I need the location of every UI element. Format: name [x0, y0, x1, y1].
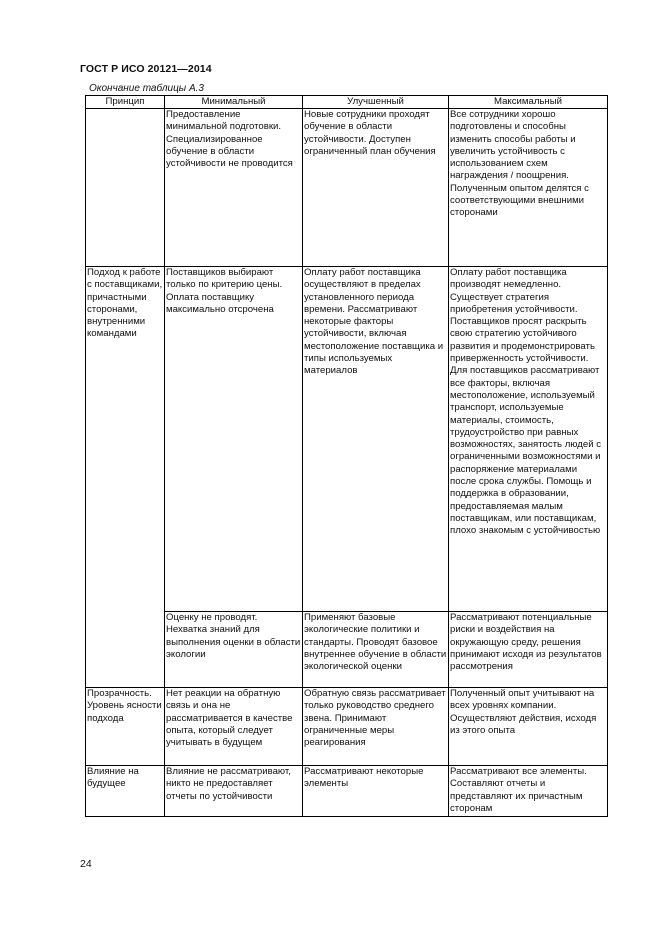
cell-minimal: Предоставление минимальной подготовки. Специализированное обучение в области устойчивости не проводится [165, 109, 303, 267]
table-row [86, 267, 608, 612]
cell-maximal: Все сотрудники хорошо подготовлены и способны изменить способы работы и увеличить устойчивость с использованием схем награждения / поощрения. Полученным опытом делятся с соответствующими внешними сторонами [449, 109, 608, 267]
column-header-maximal: Максимальный [449, 96, 608, 109]
maturity-table [85, 95, 608, 817]
table-row [86, 766, 608, 817]
cell-maximal: Оплату работ поставщика производят немедленно. Существует стратегия приобретения устойчивости. Поставщиков просят раскрыть свою стратегию устойчивого развития и продемонстрировать приверженность устойчивости. Для поставщиков рассматривают все факторы, включая местоположение, используемый транспорт, используемые материалы, стоимость, трудоустройство при равных возможностях, занятость людей с ограниченными возможностями и распоряжение материалами после срока службы. Помощь и поддержка в образовании, предоставляемая малым поставщикам, или поставщикам, плохо знакомым с устойчивостью [449, 267, 608, 612]
cell-principle [86, 612, 165, 688]
cell-minimal: Оценку не проводят. Нехватка знаний для выполнения оценки в области экологии [165, 612, 303, 688]
column-header-principle: Принцип [86, 96, 165, 109]
cell-minimal: Влияние не рассматривают, никто не предоставляет отчеты по устойчивости [165, 766, 303, 817]
cell-minimal: Поставщиков выбирают только по критерию цены. Оплата поставщику максимально отсрочена [165, 267, 303, 612]
cell-improved: Оплату работ поставщика осуществляют в пределах установленного периода времени. Рассматривают некоторые факторы устойчивости, включая местоположение поставщика и типы используемых материалов [303, 267, 449, 612]
cell-improved: Применяют базовые экологические политики и стандарты. Проводят базовое внутреннее обучение в области экологической оценки [303, 612, 449, 688]
cell-improved: Обратную связь рассматривает только руководство среднего звена. Принимают ограниченные меры реагирования [303, 688, 449, 766]
document-header: ГОСТ Р ИСО 20121—2014 [80, 63, 212, 75]
cell-principle: Прозрачность. Уровень ясности подхода [86, 688, 165, 766]
cell-principle [86, 109, 165, 267]
page-number: 24 [80, 858, 92, 870]
table-row [86, 688, 608, 766]
cell-improved: Новые сотрудники проходят обучение в области устойчивости. Доступен ограниченный план обучения [303, 109, 449, 267]
cell-principle: Влияние на будущее [86, 766, 165, 817]
table-header-row [86, 96, 608, 109]
cell-minimal: Нет реакции на обратную связь и она не рассматривается в качестве опыта, который следует учитывать в будущем [165, 688, 303, 766]
cell-maximal: Рассматривают потенциальные риски и воздействия на окружающую среду, решения принимают исходя из результатов рассмотрения [449, 612, 608, 688]
table-row [86, 109, 608, 267]
table-row [86, 612, 608, 688]
cell-principle: Подход к работе с поставщиками, причастными сторонами, внутренними командами [86, 267, 165, 612]
cell-maximal: Полученный опыт учитывают на всех уровнях компании. Осуществляют действия, исходя из этого опыта [449, 688, 608, 766]
cell-maximal: Рассматривают все элементы. Составляют отчеты и представляют их причастным сторонам [449, 766, 608, 817]
cell-improved: Рассматривают некоторые элементы [303, 766, 449, 817]
column-header-minimal: Минимальный [165, 96, 303, 109]
table-caption: Окончание таблицы А.3 [89, 83, 204, 94]
column-header-improved: Улучшенный [303, 96, 449, 109]
